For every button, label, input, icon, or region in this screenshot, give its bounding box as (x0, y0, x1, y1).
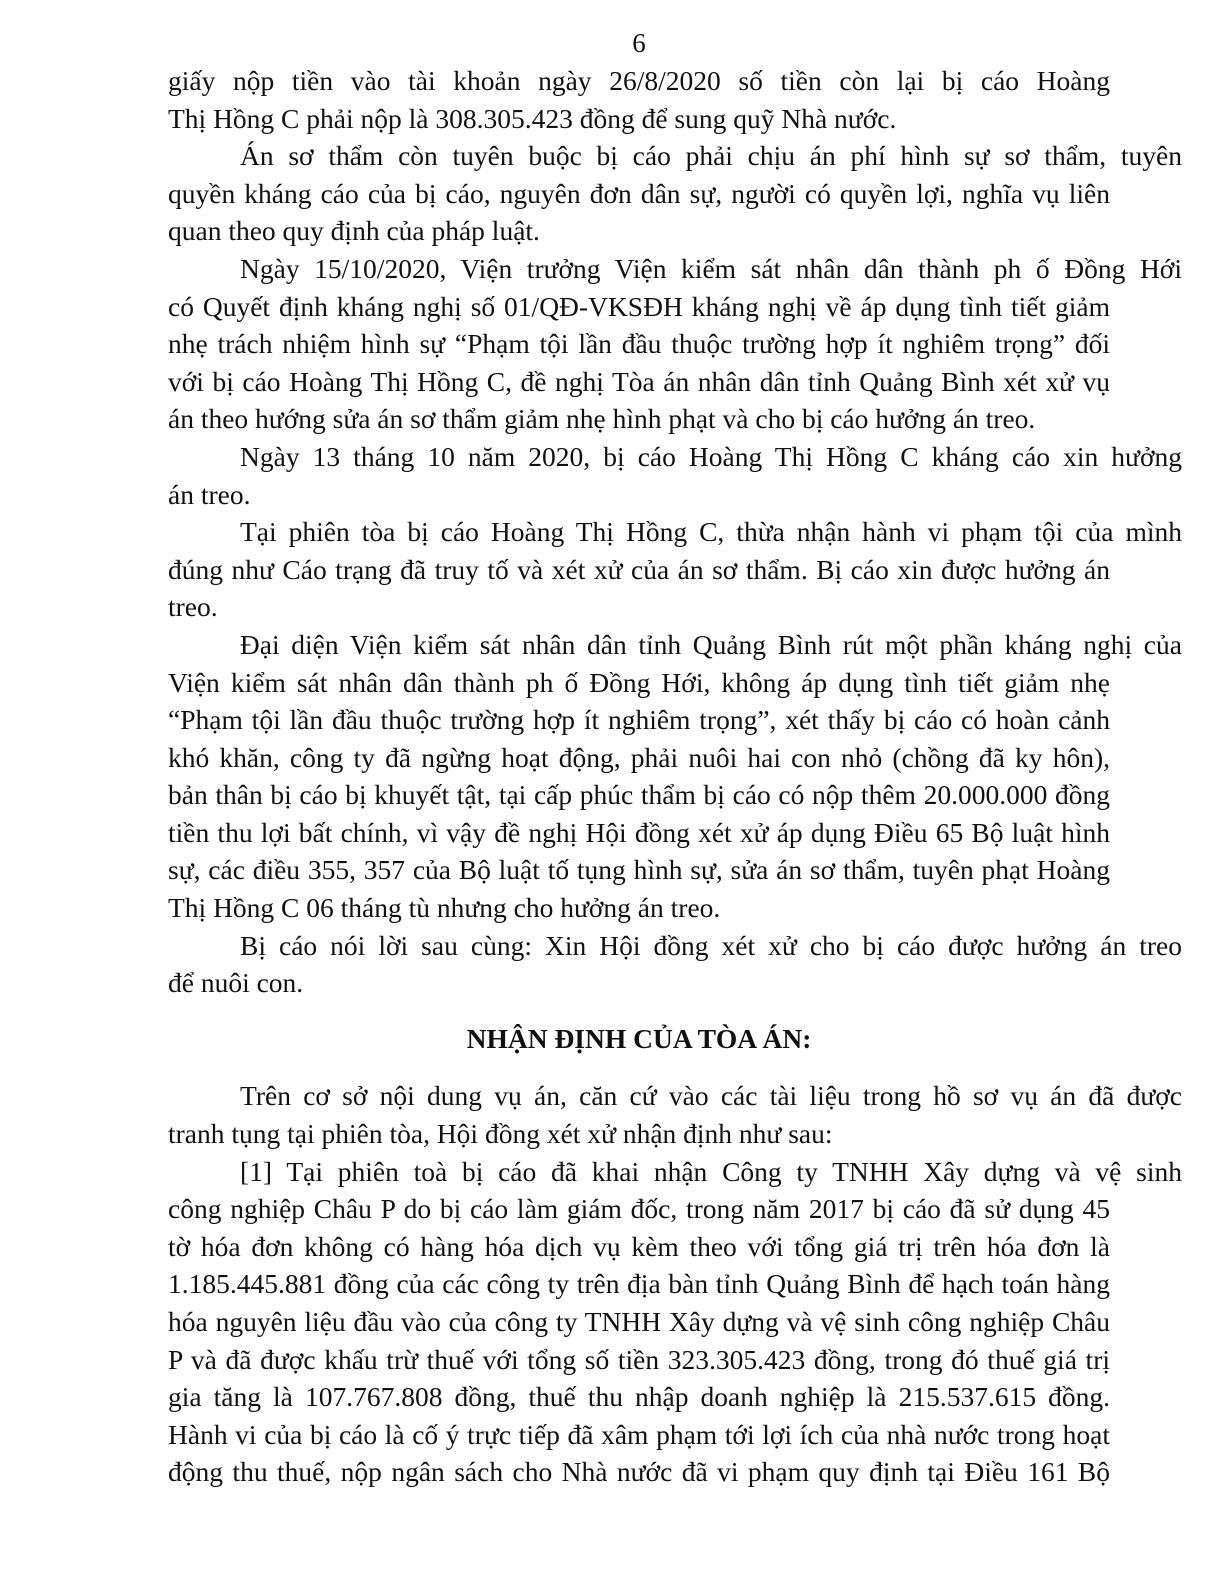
body-text-before-heading (168, 62, 1182, 1002)
text-line: tranh tụng tại phiên tòa, Hội đồng xét xử nhận định như sau: (168, 1118, 833, 1150)
paragraph (168, 927, 1182, 1002)
page-number: 6 (632, 28, 646, 58)
text-line: nhẹ trách nhiệm hình sự “Phạm tội lần đầu thuộc trường hợp ít nghiêm trọng” đối (168, 328, 1110, 360)
paragraph (168, 626, 1182, 927)
text-line: tiền thu lợi bất chính, vì vậy đề nghị Hội đồng xét xử áp dụng Điều 65 Bộ luật hình (168, 816, 1110, 848)
text-line: án treo. (168, 478, 251, 510)
text-line: bản thân bị cáo bị khuyết tật, tại cấp phúc thẩm bị cáo có nộp thêm 20.000.000 đồng (168, 779, 1110, 811)
text-line: sự, các điều 355, 357 của Bộ luật tố tụng hình sự, sửa án sơ thẩm, tuyên phạt Hoàng (168, 854, 1110, 886)
text-line: Viện kiểm sát nhân dân thành ph ố Đồng Hới, không áp dụng tình tiết giảm nhẹ (168, 666, 1110, 698)
text-line: [1] Tại phiên toà bị cáo đã khai nhận Công ty TNHH Xây dựng và vệ sinh (240, 1155, 1182, 1187)
text-line: có Quyết định kháng nghị số 01/QĐ-VKSĐH kháng nghị về áp dụng tình tiết giảm (168, 290, 1110, 322)
text-line: Ngày 15/10/2020, Viện trưởng Viện kiểm sát nhân dân thành ph ố Đồng Hới (240, 252, 1182, 284)
paragraph (168, 1153, 1182, 1491)
text-line: Bị cáo nói lời sau cùng: Xin Hội đồng xét xử cho bị cáo được hưởng án treo (240, 929, 1182, 961)
text-line: Trên cơ sở nội dung vụ án, căn cứ vào các tài liệu trong hồ sơ vụ án đã được (240, 1080, 1182, 1112)
text-line: treo. (168, 591, 218, 623)
text-line: hóa nguyên liệu đầu vào của công ty TNHH Xây dựng và vệ sinh công nghiệp Châu (168, 1306, 1110, 1337)
text-line: Thị Hồng C 06 tháng tù nhưng cho hưởng án treo. (168, 892, 721, 924)
text-line: 1.185.445.881 đồng của các công ty trên địa bàn tỉnh Quảng Bình để hạch toán hàng (168, 1268, 1110, 1300)
text-line: đúng như Cáo trạng đã truy tố và xét xử của án sơ thẩm. Bị cáo xin được hưởng án (168, 553, 1110, 585)
text-line: án theo hướng sửa án sơ thẩm giảm nhẹ hình phạt và cho bị cáo hưởng án treo. (168, 403, 1036, 435)
text-line: với bị cáo Hoàng Thị Hồng C, đề nghị Tòa án nhân dân tỉnh Quảng Bình xét xử vụ (168, 365, 1110, 397)
body-text-after-heading (168, 1077, 1182, 1491)
text-line: quan theo quy định của pháp luật. (168, 215, 540, 247)
text-line: Tại phiên tòa bị cáo Hoàng Thị Hồng C, thừa nhận hành vi phạm tội của mình (240, 516, 1182, 548)
paragraph (168, 438, 1182, 513)
text-line: Ngày 13 tháng 10 năm 2020, bị cáo Hoàng Thị Hồng C kháng cáo xin hưởng (240, 440, 1182, 472)
paragraph (168, 250, 1182, 438)
section-heading: NHẬN ĐỊNH CỦA TÒA ÁN: (466, 1022, 812, 1054)
paragraph (168, 62, 1110, 137)
text-line: động thu thuế, nộp ngân sách cho Nhà nước đã vi phạm quy định tại Điều 161 Bộ (168, 1456, 1110, 1488)
paragraph (168, 137, 1182, 250)
text-line: Đại diện Viện kiểm sát nhân dân tỉnh Quảng Bình rút một phần kháng nghị của (239, 628, 1182, 660)
text-line: P và đã được khấu trừ thuế với tổng số tiền 323.305.423 đồng, trong đó thuế giá trị (168, 1343, 1110, 1375)
text-line: tờ hóa đơn không có hàng hóa dịch vụ kèm theo với tổng giá trị trên hóa đơn là (168, 1230, 1110, 1262)
paragraph (168, 513, 1182, 626)
text-line: để nuôi con. (168, 967, 304, 999)
text-line: Thị Hồng C phải nộp là 308.305.423 đồng để sung quỹ Nhà nước. (168, 102, 897, 134)
text-line: Hành vi của bị cáo là cố ý trực tiếp đã xâm phạm tới lợi ích của nhà nước trong hoạt (168, 1418, 1110, 1450)
text-line: Án sơ thẩm còn tuyên buộc bị cáo phải chịu án phí hình sự sơ thẩm, tuyên (240, 140, 1182, 172)
text-line: gia tăng là 107.767.808 đồng, thuế thu nhập doanh nghiệp là 215.537.615 đồng. (168, 1381, 1110, 1413)
text-line: “Phạm tội lần đầu thuộc trường hợp ít nghiêm trọng”, xét thấy bị cáo có hoàn cảnh (168, 704, 1110, 736)
paragraph (168, 1077, 1182, 1152)
text-line: công nghiệp Châu P do bị cáo làm giám đốc, trong năm 2017 bị cáo đã sử dụng 45 (168, 1193, 1110, 1225)
text-line: quyền kháng cáo của bị cáo, nguyên đơn dân sự, người có quyền lợi, nghĩa vụ liên (168, 177, 1110, 209)
document-page (168, 24, 1182, 1491)
text-line: khó khăn, công ty đã ngừng hoạt động, phải nuôi hai con nhỏ (chồng đã ky hôn), (168, 741, 1110, 773)
text-line: giấy nộp tiền vào tài khoản ngày 26/8/2020 số tiền còn lại bị cáo Hoàng (168, 65, 1110, 96)
